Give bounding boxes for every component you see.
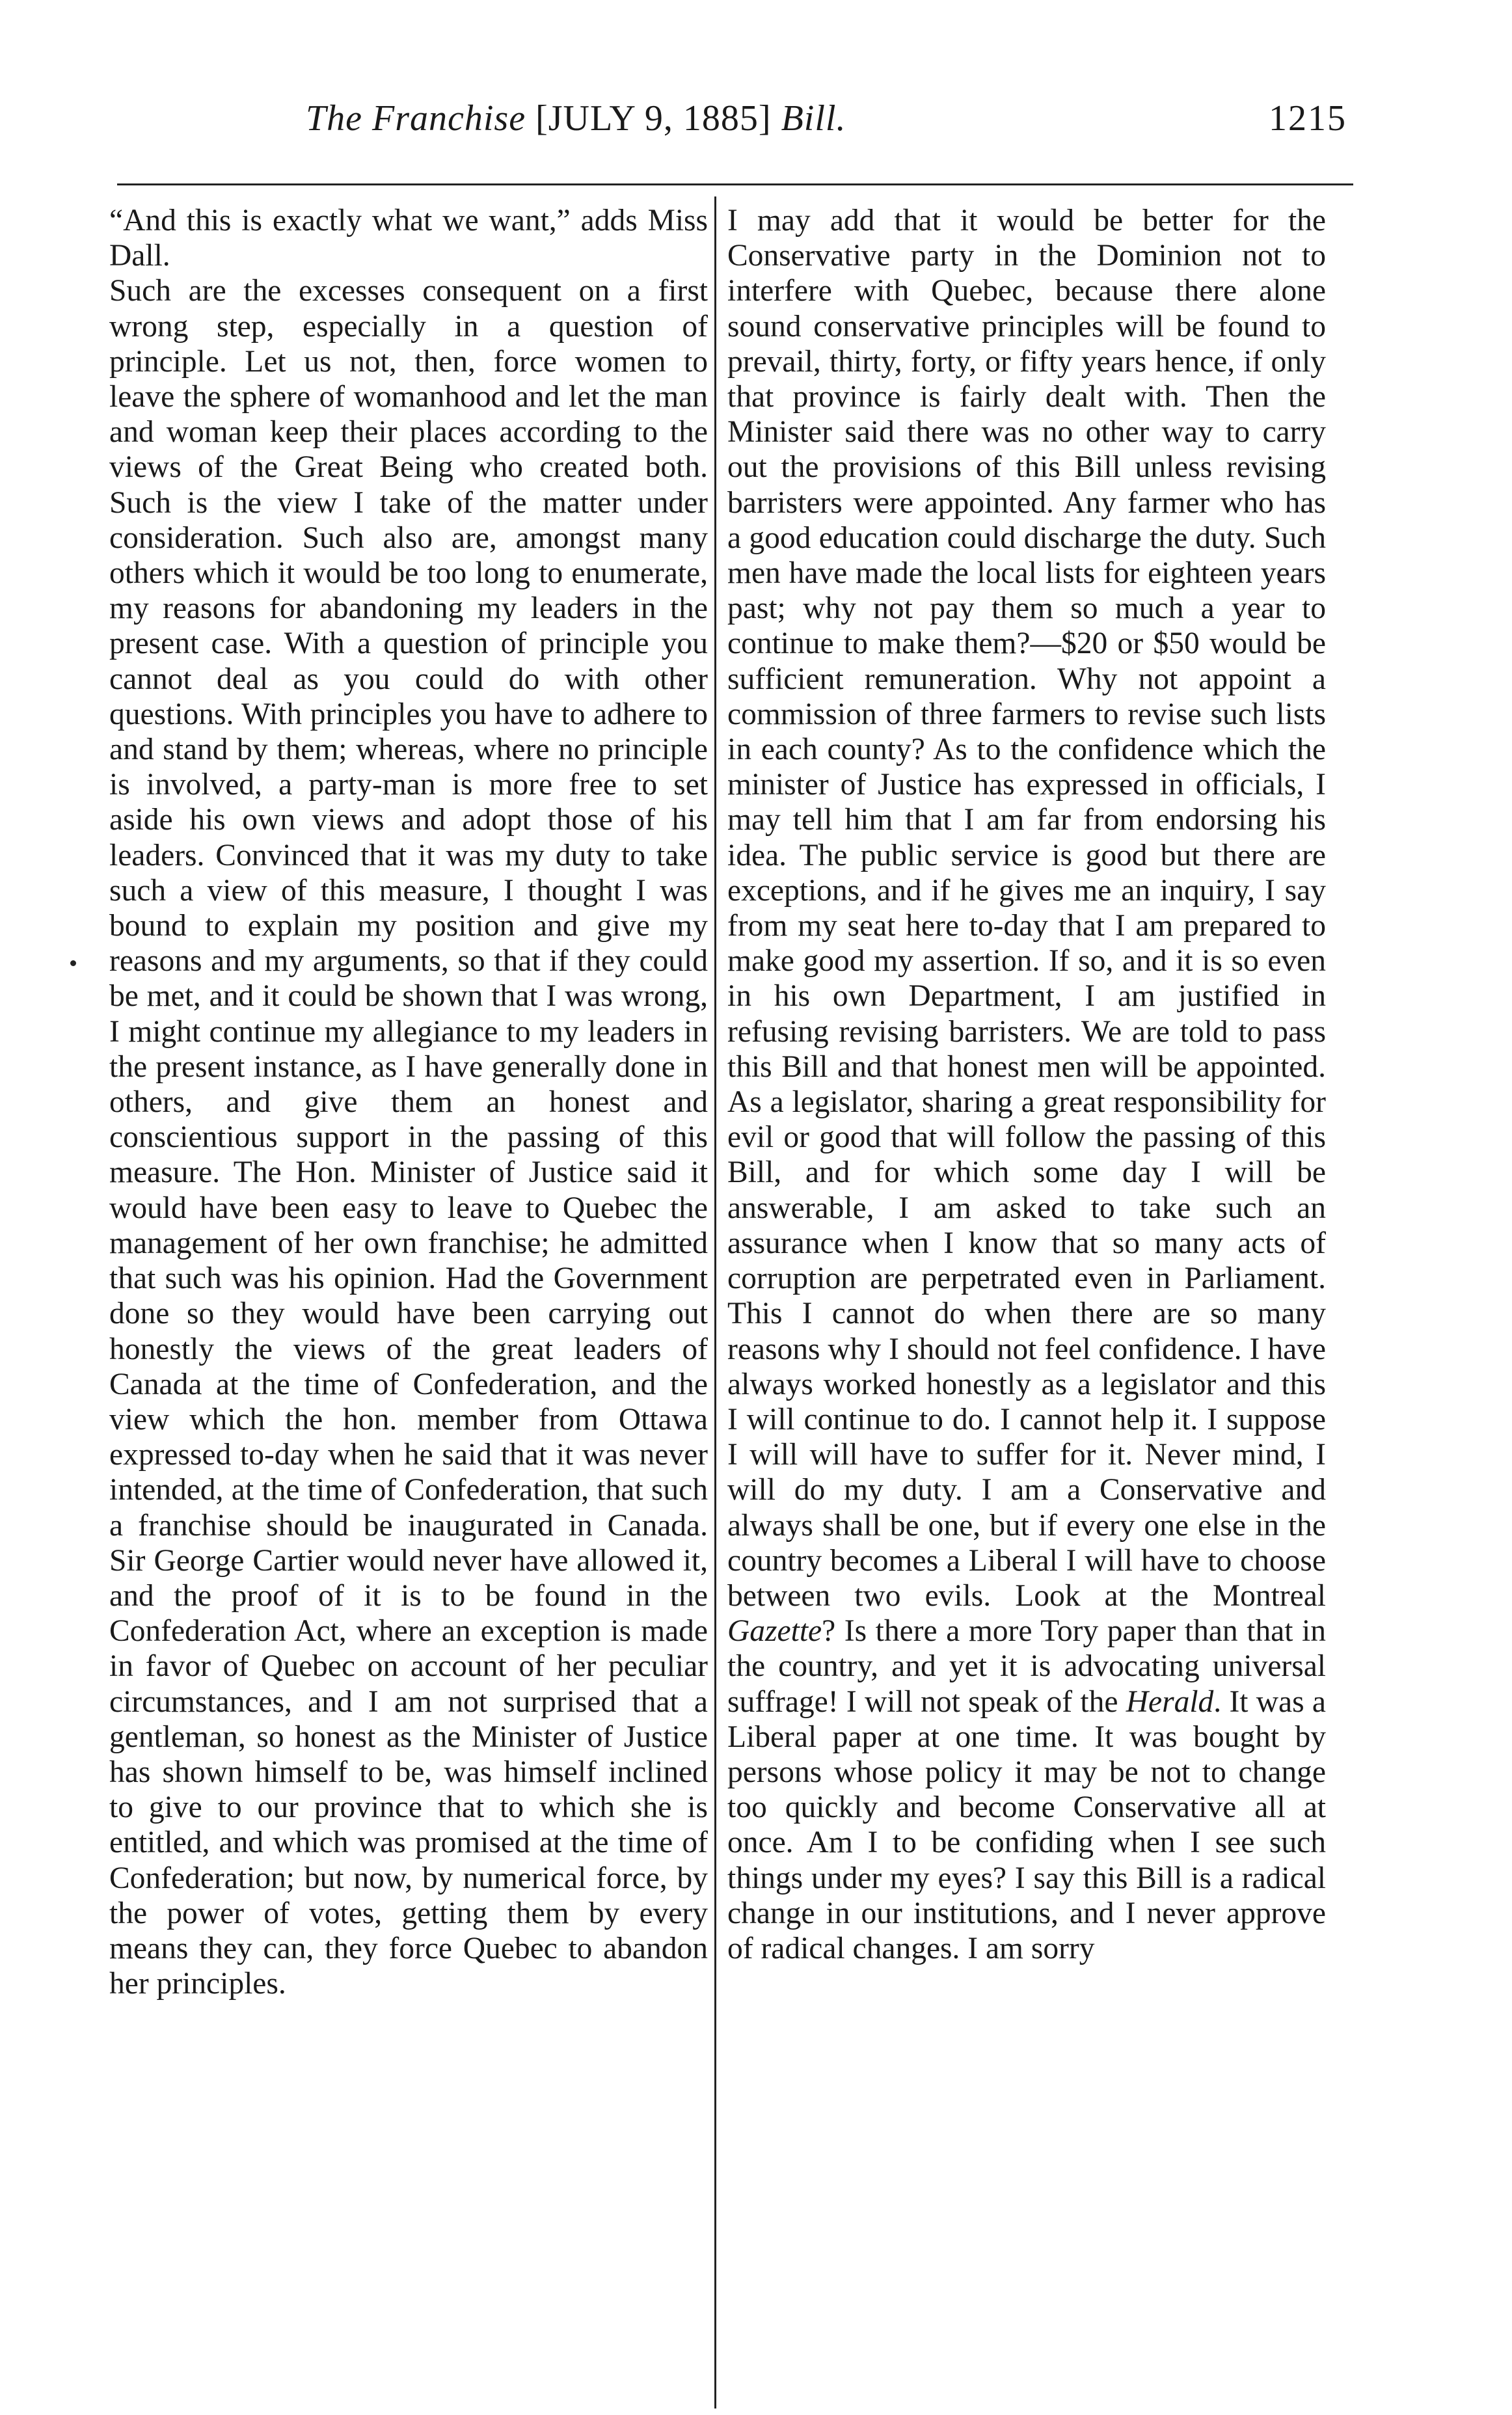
running-title-part-1: The Franchise	[306, 98, 526, 139]
right-column	[727, 203, 1326, 1966]
right-text-segment-3: . It was a Liberal paper at one time. It was bought by persons whose policy it may be not to change too quickly and become Conservative all at once. Am I to be confiding when I see such things under my eyes? I say this Bill is a radical change in our institutions, and I never approve of radical changes. I am sorry	[727, 1684, 1326, 1965]
newspaper-name-gazette: Gazette	[727, 1614, 822, 1649]
running-title-part-2: Bill.	[781, 98, 846, 139]
right-text-segment-1: I may add that it would be better for the Conservative party in the Dominion not to interfere with Quebec, because there alone sound conservative principles will be found to prevail, thirty, forty, or fifty years hence, if only that province is fairly dealt with. Then the Minister said there was no other way to carry out the provisions of this Bill unless revising barristers were appointed. Any farmer who has a good education could discharge the duty. Such men have made the local lists for eighteen years past; why not pay them so much a year to continue to make them?—$20 or $50 would be sufficient remuneration. Why not appoint a commission of three farmers to revise such lists in each county? As to the confidence which the minister of Justice has expressed in officials, I may tell him that I am far from endorsing his idea. The public service is good but there are exceptions, and if he gives me an inquiry, I say from my seat here to-day that I am prepared to make good my assertion. If so, and it is so even in his own Department, I am justified in refusing revising barristers. We are told to pass this Bill and that honest men will be appointed. As a legislator, sharing a great responsibility for evil or good that will follow the passing of this Bill, and for which some day I will be answerable, I am asked to take such an assurance when I know that so many acts of corruption are perpetrated even in Parliament. This I cannot do when there are so many reasons why I should not feel confidence. I have always worked honestly as a legislator and this I will continue to do. I cannot help it. I suppose I will will have to suffer for it. Never mind, I will do my duty. I am a Conservative and always shall be one, but if every one else in the country becomes a Liberal I will have to choose between two evils. Look at the Montreal	[727, 204, 1326, 1613]
running-title-date: [JULY 9, 1885]	[535, 98, 772, 139]
margin-mark	[70, 960, 76, 966]
running-title	[306, 98, 846, 139]
left-paragraph-1: “And this is exactly what we want,” adds Miss Dall.	[109, 204, 708, 273]
left-paragraph-2: Such are the excesses consequent on a first wrong step, especially in a question of principle. Let us not, then, force women to leave the sphere of womanhood and let the man and woman keep their places according to the views of the Great Being who created both. Such is the view I take of the matter under consideration. Such also are, amongst many others which it would be too long to enumerate, my reasons for abandoning my leaders in the present case. With a question of principle you cannot deal as you could do with other questions. With principles you have to adhere to and stand by them; whereas, where no principle is involved, a party-man is more free to set aside his own views and adopt those of his leaders. Convinced that it was my duty to take such a view of this measure, I thought I was bound to explain my position and give my reasons and my arguments, so that if they could be met, and it could be shown that I was wrong, I might continue my allegiance to my leaders in the present instance, as I have generally done in others, and give them an honest and conscientious support in the passing of this measure. The Hon. Minister of Justice said it would have been easy to leave to Quebec the management of her own franchise; he admitted that such was his opinion. Had the Government done so they would have been carrying out honestly the views of the great leaders of Canada at the time of Confederation, and the view which the hon. member from Ottawa expressed to-day when he said that it was never intended, at the time of Confederation, that such a franchise should be inaugurated in Canada. Sir George Cartier would never have allowed it, and the proof of it is to be found in the Confederation Act, where an exception is made in favor of Quebec on account of her peculiar circumstances, and I am not surprised that a gentleman, so honest as the Minister of Justice has shown himself to be, was himself inclined to give to our province that to which she is entitled, and which was promised at the time of Confederation; but now, by numerical force, by the power of votes, getting them by every means they can, they force Quebec to abandon her principles.	[109, 274, 708, 2001]
header-rule	[117, 183, 1353, 185]
newspaper-name-herald: Herald	[1126, 1684, 1214, 1719]
page-number: 1215	[1269, 98, 1347, 139]
left-column	[109, 203, 708, 2001]
right-paragraph-1	[727, 203, 1326, 1966]
column-divider	[714, 196, 716, 2408]
right-text-segment-2: ? Is there a more Tory paper than that in the country, and yet it is advocating universal suffrage! I will not speak of the	[727, 1614, 1326, 1719]
page-header	[111, 98, 1353, 150]
